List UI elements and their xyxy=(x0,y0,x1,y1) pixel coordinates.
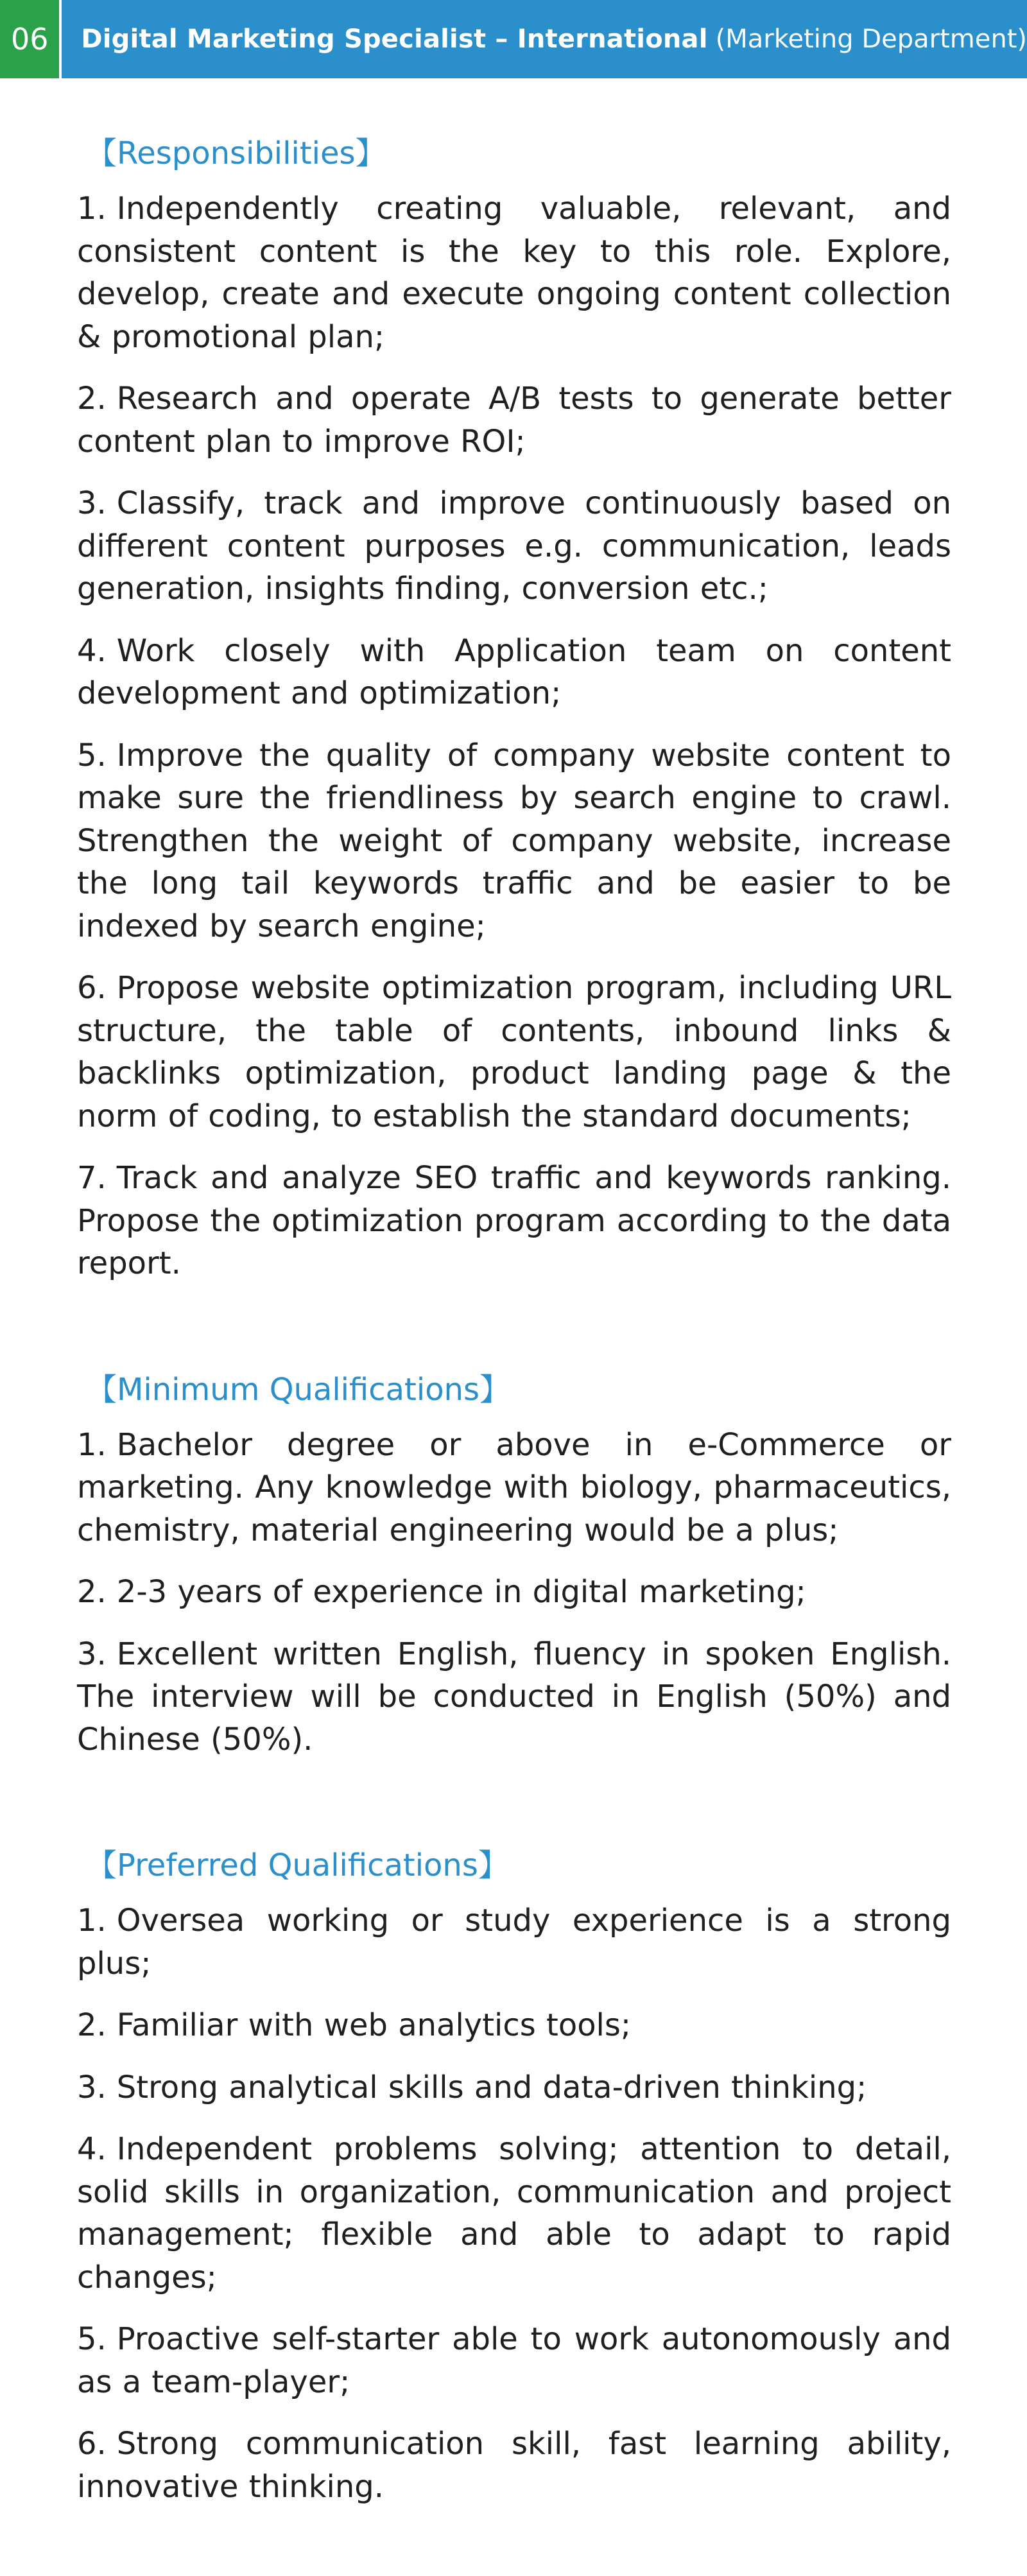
section-number-badge: 06 xyxy=(0,0,59,78)
item-number: 1. xyxy=(77,1903,107,1939)
list-item xyxy=(77,2128,951,2299)
list-item xyxy=(77,2423,951,2508)
item-number: 6. xyxy=(77,970,107,1006)
header-bar xyxy=(0,0,1027,78)
item-text: Proactive self-starter able to work autonomously and as a team-player; xyxy=(77,2321,951,2400)
job-title-banner xyxy=(62,0,1027,78)
item-number: 1. xyxy=(77,191,107,227)
list-item xyxy=(77,1899,951,1985)
list-item xyxy=(77,482,951,610)
item-number: 1. xyxy=(77,1426,107,1463)
item-number: 3. xyxy=(77,1636,107,1672)
item-number: 4. xyxy=(77,632,107,669)
item-text: Independent problems solving; attention to detail, solid skills in organization, communication and project management; flexible and able to adapt to rapid changes; xyxy=(77,2131,951,2295)
list-item xyxy=(77,734,951,948)
responsibilities-heading: 【Responsibilities】 xyxy=(86,135,386,171)
item-text: Excellent written English, fluency in spoken English. The interview will be conducted in English (50%) and Chinese (50%). xyxy=(77,1636,951,1758)
item-text: Strong analytical skills and data-driven thinking; xyxy=(116,2069,867,2105)
list-item xyxy=(77,187,951,358)
list-item xyxy=(77,2066,951,2109)
list-item xyxy=(77,377,951,463)
list-item xyxy=(77,1157,951,1285)
item-number: 2. xyxy=(77,381,107,417)
item-text: Bachelor degree or above in e-Commerce or marketing. Any knowledge with biology, pharmaceutics, chemistry, material engineering would be a plus; xyxy=(77,1426,951,1548)
item-number: 2. xyxy=(77,2007,107,2043)
item-text: Work closely with Application team on content development and optimization; xyxy=(77,632,951,711)
item-number: 7. xyxy=(77,1160,107,1196)
list-item xyxy=(77,967,951,1137)
item-text: Propose website optimization program, including URL structure, the table of contents, inbound links & backlinks optimization, product landing page & the norm of coding, to establish the standard documents; xyxy=(77,970,951,1134)
item-text: Research and operate A/B tests to generate better content plan to improve ROI; xyxy=(77,381,951,460)
item-text: Familiar with web analytics tools; xyxy=(116,2007,632,2043)
preferred-qualifications-section xyxy=(77,1840,951,2508)
list-item xyxy=(77,630,951,715)
item-number: 2. xyxy=(77,1574,107,1610)
item-text: Oversea working or study experience is a strong plus; xyxy=(77,1903,951,1982)
item-text: Improve the quality of company website content to make sure the friendliness by search engine to crawl. Strengthen the weight of company website, increase the long tail keywords traffic and be easier to be indexed by search engine; xyxy=(77,737,951,944)
item-text: Classify, track and improve continuously based on different content purposes e.g. communication, leads generation, insights finding, conversion etc.; xyxy=(77,485,951,607)
item-number: 6. xyxy=(77,2426,107,2462)
item-number: 3. xyxy=(77,2069,107,2105)
item-number: 5. xyxy=(77,2321,107,2357)
item-number: 5. xyxy=(77,737,107,774)
list-item xyxy=(77,1424,951,1552)
item-number: 3. xyxy=(77,485,107,521)
item-number: 4. xyxy=(77,2131,107,2167)
job-title: Digital Marketing Specialist – International xyxy=(81,24,708,54)
item-text: 2-3 years of experience in digital marketing; xyxy=(116,1574,806,1610)
job-description xyxy=(77,128,951,2527)
responsibilities-section xyxy=(77,128,951,1285)
item-text: Independently creating valuable, relevant, and consistent content is the key to this role. Explore, develop, create and execute ongoing content collection & promotional plan; xyxy=(77,191,951,355)
list-item xyxy=(77,1633,951,1761)
list-item xyxy=(77,2318,951,2403)
minimum-qualifications-section xyxy=(77,1365,951,1761)
department-label: (Marketing Department) xyxy=(715,24,1027,54)
preferred-qualifications-heading: 【Preferred Qualifications】 xyxy=(86,1847,509,1883)
item-text: Strong communication skill, fast learning ability, innovative thinking. xyxy=(77,2426,951,2505)
item-text: Track and analyze SEO traffic and keywords ranking. Propose the optimization program according to the data report. xyxy=(77,1160,951,1281)
list-item xyxy=(77,1571,951,1614)
minimum-qualifications-heading: 【Minimum Qualifications】 xyxy=(86,1371,510,1408)
list-item xyxy=(77,2004,951,2047)
